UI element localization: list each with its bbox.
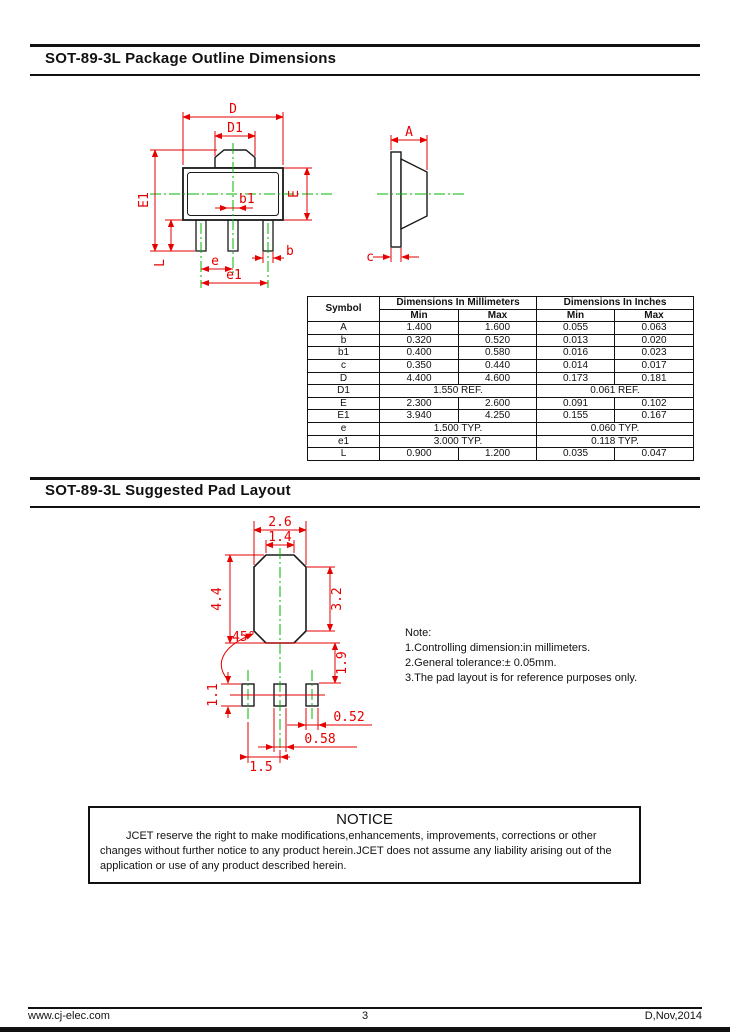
dimension-c xyxy=(366,248,419,265)
header-in-min: Min xyxy=(537,309,615,322)
value-cell: 0.014 xyxy=(537,359,615,372)
value-cell: 0.055 xyxy=(537,322,615,335)
dimension-1-9 xyxy=(319,643,350,683)
header-in-max: Max xyxy=(615,309,694,322)
value-cell: 1.600 xyxy=(459,322,537,335)
symbol-cell: A xyxy=(308,322,380,335)
note-line: 3.The pad layout is for reference purposes only. xyxy=(405,672,638,684)
symbol-cell: L xyxy=(308,448,380,461)
symbol-cell: E1 xyxy=(308,410,380,423)
value-cell: 4.250 xyxy=(459,410,537,423)
side-lead-plane xyxy=(391,152,401,247)
value-cell: 0.181 xyxy=(615,372,694,385)
value-cell: 0.440 xyxy=(459,359,537,372)
table-row xyxy=(308,397,694,410)
table-row xyxy=(308,422,694,435)
note-line: 2.General tolerance:± 0.05mm. xyxy=(405,657,557,669)
value-cell: 0.017 xyxy=(615,359,694,372)
value-cell: 4.400 xyxy=(380,372,459,385)
footer-date: D,Nov,2014 xyxy=(644,1010,702,1022)
label-c: c xyxy=(366,250,374,265)
label-E: E xyxy=(287,190,302,198)
footer xyxy=(28,1010,702,1026)
symbol-cell: D1 xyxy=(308,385,380,398)
value-cell: 0.580 xyxy=(459,347,537,360)
value-cell: 0.016 xyxy=(537,347,615,360)
bottom-bar xyxy=(0,1027,730,1032)
header-mm: Dimensions In Millimeters xyxy=(380,297,537,310)
value-cell: 0.400 xyxy=(380,347,459,360)
label-outer-width: 2.6 xyxy=(268,515,292,530)
dimension-45deg xyxy=(221,630,255,680)
pad-section-title: SOT-89-3L Suggested Pad Layout xyxy=(45,482,291,499)
label-D: D xyxy=(229,102,237,117)
notice-title: NOTICE xyxy=(336,811,393,828)
table-row xyxy=(308,435,694,448)
value-cell: 0.900 xyxy=(380,448,459,461)
label-pad-pitch: 1.5 xyxy=(249,760,273,775)
dimension-table xyxy=(307,296,694,461)
value-cell: 1.550 REF. xyxy=(380,385,537,398)
table-row xyxy=(308,347,694,360)
package-outline-drawing xyxy=(135,95,505,295)
value-cell: 0.118 TYP. xyxy=(537,435,694,448)
value-cell: 0.091 xyxy=(537,397,615,410)
package-tab xyxy=(215,150,255,168)
top-rule xyxy=(30,44,700,47)
label-chamfer-angle: 45° xyxy=(232,630,256,645)
symbol-cell: b1 xyxy=(308,347,380,360)
value-cell: 0.350 xyxy=(380,359,459,372)
note-title: Note: xyxy=(405,627,432,639)
value-cell: 0.023 xyxy=(615,347,694,360)
table-row xyxy=(308,322,694,335)
value-cell: 0.320 xyxy=(380,334,459,347)
value-cell: 1.500 TYP. xyxy=(380,422,537,435)
notice-box xyxy=(88,806,641,884)
value-cell: 0.167 xyxy=(615,410,694,423)
symbol-cell: e xyxy=(308,422,380,435)
label-b1: b1 xyxy=(239,192,255,207)
value-cell: 0.047 xyxy=(615,448,694,461)
dimension-1-5 xyxy=(240,722,290,775)
symbol-cell: D xyxy=(308,372,380,385)
value-cell: 0.155 xyxy=(537,410,615,423)
value-cell: 4.600 xyxy=(459,372,537,385)
header-mm-min: Min xyxy=(380,309,459,322)
pad-layout-drawing xyxy=(200,508,400,786)
value-cell: 1.400 xyxy=(380,322,459,335)
value-cell: 0.013 xyxy=(537,334,615,347)
dimension-e1 xyxy=(201,268,268,286)
package-side-view xyxy=(377,152,465,247)
dimension-1-1 xyxy=(206,672,325,718)
header-mm-max: Max xyxy=(459,309,537,322)
table-row xyxy=(308,448,694,461)
pad-section-top-rule xyxy=(30,477,700,480)
symbol-cell: c xyxy=(308,359,380,372)
value-cell: 0.102 xyxy=(615,397,694,410)
outline-section-title: SOT-89-3L Package Outline Dimensions xyxy=(45,50,337,67)
notice-body: JCET reserve the right to make modifications,enhancements, improvements, corrections or other changes without further notice to any product herein.JCET does not assume any liability arising out of the application or use of any product described herein. xyxy=(100,830,612,872)
label-L: L xyxy=(153,259,168,267)
dimension-3-2 xyxy=(307,567,345,631)
header-symbol: Symbol xyxy=(308,297,380,322)
label-A: A xyxy=(405,125,413,140)
label-pad-height: 1.1 xyxy=(206,683,221,707)
label-top-width: 1.4 xyxy=(268,530,292,545)
symbol-cell: e1 xyxy=(308,435,380,448)
value-cell: 0.061 REF. xyxy=(537,385,694,398)
value-cell: 0.173 xyxy=(537,372,615,385)
label-D1: D1 xyxy=(227,121,243,136)
label-E1: E1 xyxy=(137,192,152,208)
label-e1: e1 xyxy=(226,268,242,283)
value-cell: 0.020 xyxy=(615,334,694,347)
dimension-L xyxy=(153,220,182,267)
table-row xyxy=(308,385,694,398)
value-cell: 0.035 xyxy=(537,448,615,461)
table-row xyxy=(308,359,694,372)
label-pad-gap: 1.9 xyxy=(335,651,350,675)
table-header-row xyxy=(308,297,694,310)
symbol-cell: b xyxy=(308,334,380,347)
table-row xyxy=(308,372,694,385)
label-left-height: 4.4 xyxy=(210,587,225,611)
header-inch: Dimensions In Inches xyxy=(537,297,694,310)
label-e: e xyxy=(211,254,219,269)
dimension-0-52 xyxy=(287,708,372,730)
value-cell: 0.520 xyxy=(459,334,537,347)
table-row xyxy=(308,410,694,423)
outline-title-rule xyxy=(30,74,700,76)
note-line: 1.Controlling dimension:in millimeters. xyxy=(405,642,591,654)
value-cell: 0.063 xyxy=(615,322,694,335)
footer-website: www.cj-elec.com xyxy=(28,1010,110,1022)
label-pad-width-center: 0.58 xyxy=(304,732,336,747)
footer-page-number: 3 xyxy=(361,1010,369,1022)
label-right-height: 3.2 xyxy=(330,587,345,611)
label-b: b xyxy=(286,244,294,259)
symbol-cell: E xyxy=(308,397,380,410)
table-row xyxy=(308,334,694,347)
value-cell: 2.300 xyxy=(380,397,459,410)
value-cell: 0.060 TYP. xyxy=(537,422,694,435)
footer-rule xyxy=(28,1007,702,1009)
value-cell: 3.940 xyxy=(380,410,459,423)
value-cell: 1.200 xyxy=(459,448,537,461)
value-cell: 2.600 xyxy=(459,397,537,410)
label-pad-width-outer: 0.52 xyxy=(333,710,365,725)
value-cell: 3.000 TYP. xyxy=(380,435,537,448)
note-block xyxy=(405,626,637,686)
